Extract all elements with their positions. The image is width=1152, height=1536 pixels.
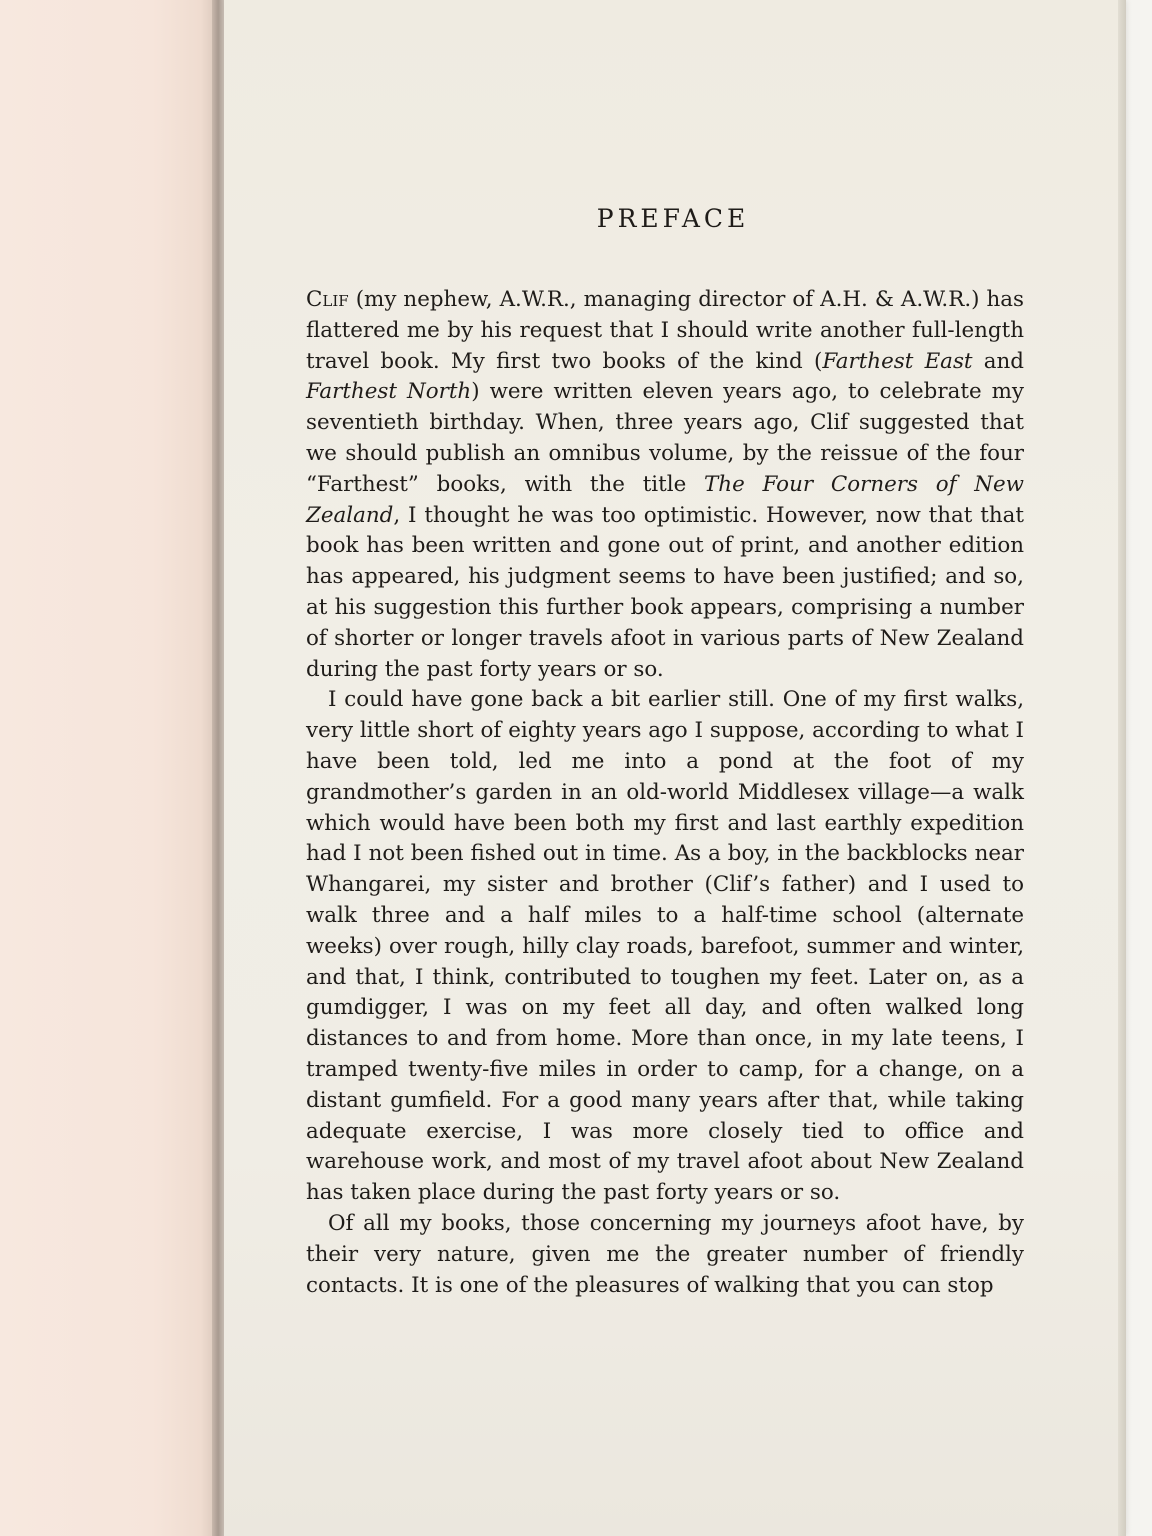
paragraph-2: I could have gone back a bit earlier still. One of my first walks, very little short of eighty years ago I suppose, according to what I have been told, led me into a pond at the foot of my grandmother’s garden in an old-world Middlesex village—a walk which would have been both my first and last earthly expedition had I not been fished out in time. As a boy, in the backblocks near Whangarei, my sister and brother (Clif’s father) and I used to walk three and a half miles to a half-time school (alternate weeks) over rough, hilly clay roads, barefoot, summer and winter, and that, I think, contributed to toughen my feet. Later on, as a gumdigger, I was on my feet all day, and often walked long distances to and from home. More than once, in my late teens, I tramped twenty-five miles in order to camp, for a change, on a distant gumfield. For a good many years after that, while taking adequate exercise, I was more closely tied to office and warehouse work, and most of my travel afoot about New Zealand has taken place during the past forty years or so. (306, 687, 1024, 1206)
page-title: PREFACE (596, 204, 750, 233)
page-edge (1118, 0, 1126, 1536)
book-title-farthest-east: Farthest East (822, 348, 973, 374)
paragraph-1-text-2: and (972, 348, 1024, 374)
paragraph-1-text-3: ) were written eleven years ago, to celebrate my seventieth birthday. When, three years ago, Clif suggested that we should publish an omnibus volume, by the reissue of the four “Farthest” books, with the title (306, 379, 1025, 497)
book-title-four-corners: The Four Corners of New Zealand (306, 471, 1024, 528)
paragraph-1-text-4: , I thought he was too optimistic. However, now that that book has been written and gone out of print, and another edition has appeared, his judgment seems to have been justified; and so, at his suggestion this further book appears, comprising a number of shorter or longer travels afoot in various parts of New Zealand during the past forty years or so. (306, 502, 1024, 682)
paragraph-1-text: (my nephew, A.W.R., managing director of A.H. & A.W.R.) has flattered me by his request that I should write another full-length travel book. My first two books of the kind ( (306, 287, 1024, 374)
book-title-farthest-north: Farthest North (306, 379, 472, 405)
paragraph-1 (306, 285, 1024, 685)
paragraph-3: Of all my books, those concerning my journeys afoot have, by their very nature, given me the greater number of friendly contacts. It is one of the pleasures of walking that you can stop (306, 1210, 1024, 1298)
facing-page-blank (0, 0, 218, 1536)
page-text-block (306, 204, 1024, 1301)
lead-word: Clif (306, 287, 349, 312)
